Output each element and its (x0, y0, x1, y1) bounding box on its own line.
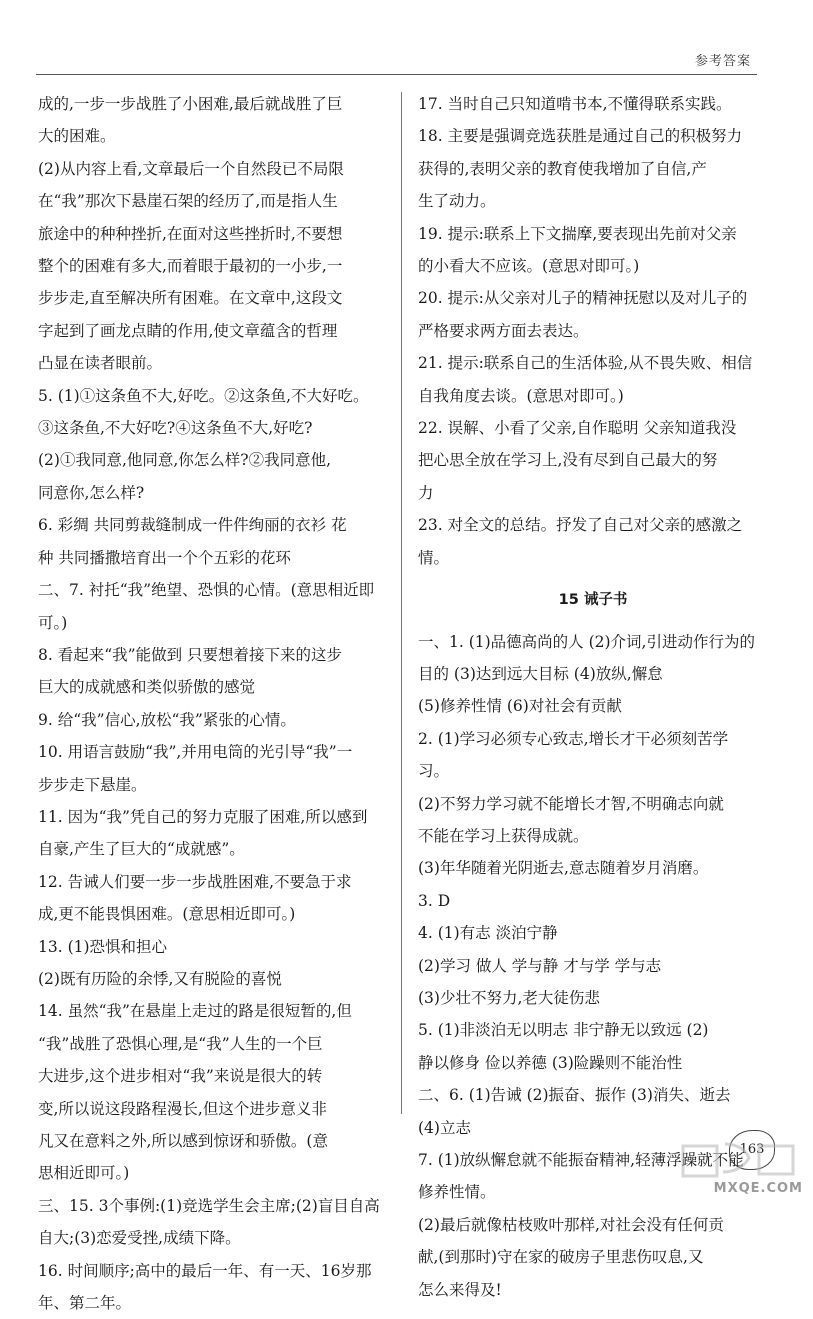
answer-line: 8. 看起来“我”能做到 只要想着接下来的这步 (38, 645, 342, 664)
answer-line: 习。 (418, 762, 450, 781)
answer-line: 大进步,这个进步相对“我”来说是很大的转 (38, 1067, 323, 1086)
answer-line: (3)少壮不努力,老大徒伤悲 (418, 988, 600, 1007)
answer-line: 23. 对全文的总结。抒发了自己对父亲的感激之 (418, 516, 743, 535)
header-rule (36, 74, 757, 75)
answer-line: 旅途中的种种挫折,在面对这些挫折时,不要想 (38, 224, 343, 243)
answer-line: 变,所以说这段路程漫长,但这个进步意义非 (38, 1099, 327, 1118)
answer-line: 9. 给“我”信心,放松“我”紧张的心情。 (38, 710, 296, 729)
answer-line: (2)不努力学习就不能增长才智,不明确志向就 (418, 794, 724, 813)
answer-line: 凡又在意料之外,所以感到惊讶和骄傲。(意 (38, 1132, 328, 1150)
answer-line: 步步走下悬崖。 (38, 775, 147, 794)
watermark-domain: MXQE.COM (713, 1181, 803, 1196)
left-column (38, 88, 390, 1319)
answer-line: (2)①我同意,他同意,你怎么样?②我同意他, (38, 451, 332, 470)
answer-line: 种 共同播撒培育出一个个五彩的花环 (38, 548, 291, 567)
answer-line: 一、1. (1)品德高尚的人 (2)介词,引进动作行为的 (418, 632, 755, 651)
answer-line: (2)从内容上看,文章最后一个自然段已不局限 (38, 159, 344, 178)
answer-line: 静以修身 俭以养德 (3)险躁则不能治性 (418, 1053, 683, 1072)
right-column (418, 88, 768, 1306)
section-title: 15 诫子书 (558, 592, 628, 609)
answer-line: (2)学习 做人 学与静 才与学 学与志 (418, 956, 662, 975)
right-column-answers-15 (418, 626, 768, 1307)
answer-line: 20. 提示:从父亲对儿子的精神抚慰以及对儿子的 (418, 289, 748, 308)
answer-line: 整个的困难有多大,而着眼于最初的一小步,一 (38, 257, 343, 276)
answer-line: 把心思全放在学习上,没有尽到自己最大的努 (418, 451, 718, 470)
answer-line: 献,(到那时)守在家的破房子里悲伤叹息,又 (418, 1248, 704, 1267)
answer-line: 6. 彩绸 共同剪裁缝制成一件件绚丽的衣衫 花 (38, 516, 347, 535)
answer-line: (2)既有历险的余悸,又有脱险的喜悦 (38, 969, 282, 988)
answer-line: 修养性情。 (418, 1183, 496, 1202)
answer-line: 怎么来得及! (418, 1280, 502, 1299)
answer-line: 成的,一步一步战胜了小困难,最后就战胜了巨 (38, 95, 343, 113)
answer-line: 可。) (38, 613, 68, 632)
answer-line: 自豪,产生了巨大的“成就感”。 (38, 840, 245, 859)
answer-line: 7. (1)放纵懈怠就不能振奋精神,轻薄浮躁就不能 (418, 1151, 744, 1169)
answer-line: 不能在学习上获得成就。 (418, 826, 589, 845)
answer-line: 11. 因为“我”凭自己的努力克服了困难,所以感到 (38, 807, 368, 826)
answer-line: 16. 时间顺序;高中的最后一年、有一天、16岁那 (38, 1261, 372, 1280)
answer-line: 步步走,直至解决所有困难。在文章中,这段文 (38, 289, 343, 308)
answer-line: ③这条鱼,不大好吃?④这条鱼不大,好吃? (38, 419, 313, 438)
answer-line: 巨大的成就感和类似骄傲的感觉 (38, 678, 256, 697)
answer-line: 4. (1)有志 淡泊宁静 (418, 924, 558, 943)
answer-line: (4)立志 (418, 1118, 471, 1137)
answer-line: 严格要求两方面去表达。 (418, 321, 589, 340)
answer-line: 13. (1)恐惧和担心 (38, 937, 168, 956)
answer-line: 18. 主要是强调竞选获胜是通过自己的积极努力 (418, 127, 743, 146)
answer-line: “我”战胜了恐惧心理,是“我”人生的一个巨 (38, 1034, 323, 1053)
answer-line: 在“我”那次下悬崖石架的经历了,而是指人生 (38, 192, 338, 211)
answer-line: (3)年华随着光阴逝去,意志随着岁月消磨。 (418, 859, 709, 878)
answer-line: 二、7. 衬托“我”绝望、恐惧的心情。(意思相近即 (38, 581, 375, 600)
answer-line: 12. 告诫人们要一步一步战胜困难,不要急于求 (38, 872, 352, 891)
right-column-answers-14 (418, 88, 768, 574)
answer-line: 2. (1)学习必须专心致志,增长才干必须刻苦学 (418, 729, 729, 748)
answer-line: 目的 (3)达到远大目标 (4)放纵,懈怠 (418, 664, 663, 683)
header-label: 参考答案 (694, 54, 751, 69)
answer-line: 生了动力。 (418, 192, 496, 211)
answer-line: 5. (1)①这条鱼不大,好吃。②这条鱼,不大好吃。 (38, 386, 369, 405)
answer-line: 大的困难。 (38, 127, 116, 146)
answer-line: (2)最后就像枯枝败叶那样,对社会没有任何贡 (418, 1215, 724, 1234)
answer-line: 自我角度去谈。(意思对即可。) (418, 386, 624, 405)
answer-line: 获得的,表明父亲的教育使我增加了自信,产 (418, 159, 707, 178)
answer-line: 情。 (418, 548, 450, 567)
answer-line: 年、第二年。 (38, 1294, 132, 1313)
answer-line: 3. D (418, 891, 451, 910)
answer-line: 二、6. (1)告诫 (2)振奋、振作 (3)消失、逝去 (418, 1086, 731, 1105)
answer-line: 的小看大不应该。(意思对即可。) (418, 257, 640, 276)
answer-line: 10. 用语言鼓励“我”,并用电筒的光引导“我”一 (38, 743, 353, 762)
answer-line: 字起到了画龙点睛的作用,使文章蕴含的哲理 (38, 321, 338, 340)
column-divider (401, 92, 402, 1114)
answer-line: 22. 误解、小看了父亲,自作聪明 父亲知道我没 (418, 419, 737, 438)
answer-line: 思相近即可。) (38, 1164, 130, 1183)
answer-line: 凸显在读者眼前。 (38, 354, 163, 373)
answer-line: 14. 虽然“我”在悬崖上走过的路是很短暂的,但 (38, 1002, 352, 1021)
answer-line: 21. 提示:联系自己的生活体验,从不畏失败、相信 (418, 354, 753, 373)
answer-line: 5. (1)非淡泊无以明志 非宁静无以致远 (2) (418, 1021, 709, 1040)
answer-line: 17. 当时自己只知道啃书本,不懂得联系实践。 (418, 95, 732, 113)
answer-line: 成,更不能畏惧困难。(意思相近即可。) (38, 905, 296, 924)
answer-line: 自大;(3)恋爱受挫,成绩下降。 (38, 1229, 241, 1248)
answer-line: 力 (418, 483, 434, 502)
answer-line: 同意你,怎么样? (38, 483, 145, 502)
page-number: 163 (729, 1130, 775, 1170)
answer-line: (5)修养性情 (6)对社会有贡献 (418, 697, 622, 716)
answer-line: 三、15. 3个事例:(1)竞选学生会主席;(2)盲目自高 (38, 1196, 380, 1215)
answer-line: 19. 提示:联系上下文揣摩,要表现出先前对父亲 (418, 224, 737, 243)
